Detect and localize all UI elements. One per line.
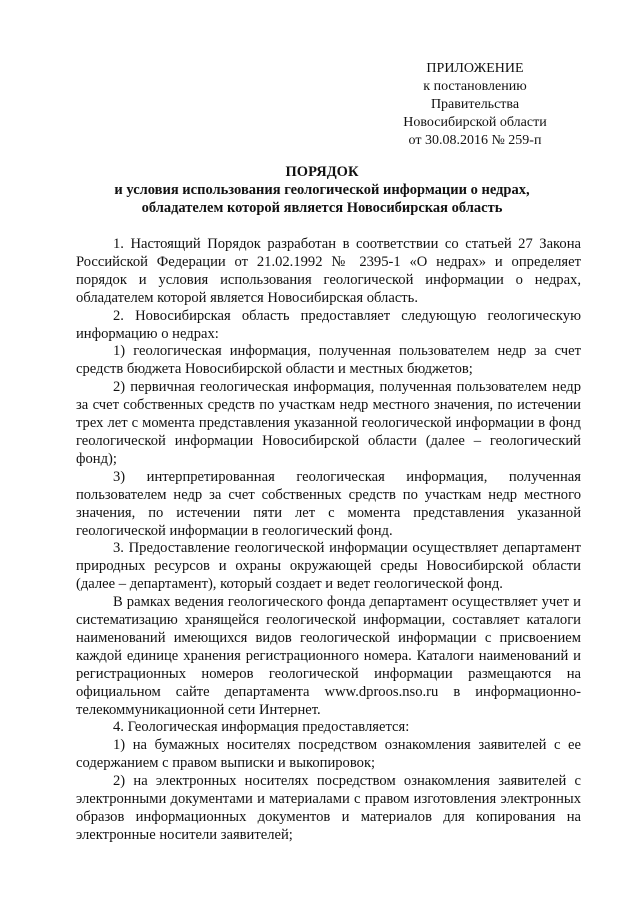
appendix-label: ПРИЛОЖЕНИЕ bbox=[426, 61, 524, 76]
paragraph-3: 3. Предоставление геологической информации осуществляет департамент природных ресурсов и охраны окружающей среды Новосибирской области (далее – департамент), который создает и ведет геологической фонд. bbox=[76, 540, 581, 593]
appendix-line-2: Новосибирской области bbox=[403, 115, 547, 130]
appendix-block bbox=[380, 60, 570, 150]
paragraph-1: 1. Настоящий Порядок разработан в соответствии со статьей 27 Закона Российской Федерации от 21.02.1992 № 2395-1 «О недрах» и определяет порядок и условия использования геологической информации о недрах, обладателем которой является Новосибирская область. bbox=[76, 236, 581, 306]
paragraph-2-item-2: 2) первичная геологическая информация, полученная пользователем недр за счет собственных средств по участкам недр местного значения, по истечении трех лет с момента представления указанной геологической информации в фонд геологической информации Новосибирской области (далее – геологический фонд); bbox=[76, 379, 581, 467]
document-title-block bbox=[76, 163, 568, 217]
paragraph-2: 2. Новосибирская область предоставляет следующую геологическую информацию о недрах: bbox=[76, 307, 581, 342]
appendix-line-3: от 30.08.2016 № 259-п bbox=[408, 133, 542, 148]
paragraph-2-item-1: 1) геологическая информация, полученная пользователем недр за счет средств бюджета Новосибирской области и местных бюджетов; bbox=[76, 343, 581, 378]
document-body bbox=[76, 236, 581, 845]
paragraph-3-continued: В рамках ведения геологического фонда департамент осуществляет учет и систематизацию хранящейся геологической информации, составляет каталоги наименований имеющихся видов геологической информации с присвоением каждой единице хранения регистрационного номера. Каталоги наименований и регистрационных номеров геологической информации размещаются на официальном сайте департамента www.dproos.nso.ru в информационно-телекоммуникационной сети Интернет. bbox=[76, 594, 581, 718]
appendix-line-1: к постановлению Правительства bbox=[423, 79, 527, 112]
paragraph-4-item-1: 1) на бумажных носителях посредством ознакомления заявителей с ее содержанием с правом выписки и выкопировок; bbox=[76, 737, 581, 772]
document-subtitle-line-1: и условия использования геологической информации о недрах, bbox=[114, 182, 530, 198]
paragraph-4: 4. Геологическая информация предоставляется: bbox=[113, 719, 410, 736]
paragraph-4-item-2: 2) на электронных носителях посредством ознакомления заявителей с электронными документами и материалами с правом изготовления электронных образов информационных документов и материалов для копирования на электронные носители заявителей; bbox=[76, 773, 581, 843]
paragraph-2-item-3: 3) интерпретированная геологическая информация, полученная пользователем недр за счет собственных средств по участкам недр местного значения, по истечении пяти лет с момента представления указанной геологической информации в геологический фонд. bbox=[76, 468, 581, 539]
document-subtitle-line-2: обладателем которой является Новосибирская область bbox=[141, 200, 503, 216]
document-heading: ПОРЯДОК bbox=[285, 164, 359, 180]
